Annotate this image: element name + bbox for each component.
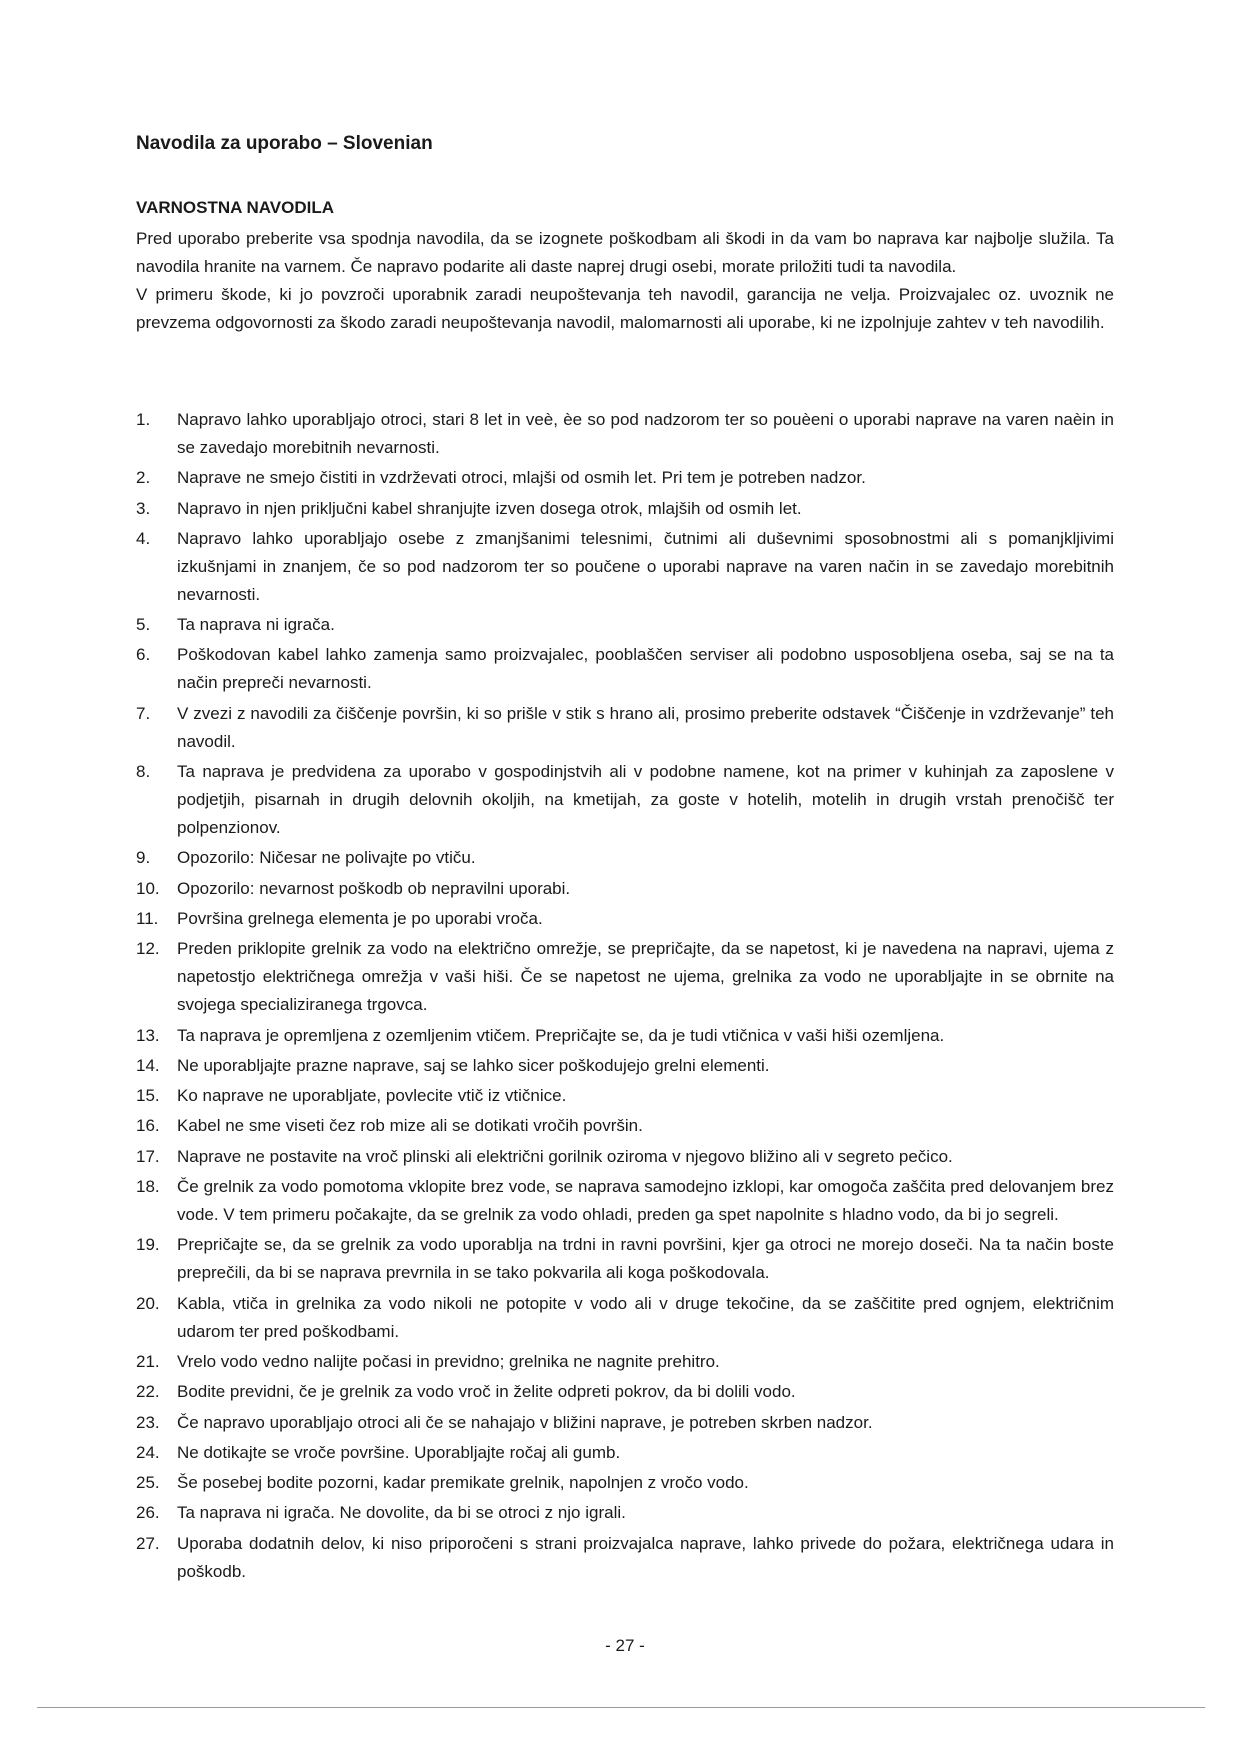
list-item-text: Ta naprava je opremljena z ozemljenim vtičem. Prepričajte se, da je tudi vtičnica v vaši hiši ozemljena. [177, 1025, 945, 1045]
list-item [136, 1052, 1114, 1080]
list-item-number: 3. [136, 498, 151, 518]
list-item-number: 11. [136, 908, 159, 928]
list-item-text: Kabla, vtiča in grelnika za vodo nikoli ne potopite v vodo ali v druge tekočine, da se zaščitite pred ognjem, električnim udarom ter pred poškodbami. [177, 1293, 1114, 1341]
list-item-text: Napravo lahko uporabljajo osebe z zmanjšanimi telesnimi, čutnimi ali duševnimi sposobnostmi ali s pomanjkljivimi izkušnjami in znanjem, če so pod nadzorom ter so poučene o uporabi naprave na varen način in se zavedajo morebitnih nevarnosti. [177, 528, 1114, 604]
list-item-number: 26. [136, 1503, 160, 1523]
list-item [136, 935, 1114, 1019]
list-item [136, 495, 1114, 523]
list-item [136, 611, 1114, 639]
list-item-number: 8. [136, 762, 151, 782]
list-item-number: 15. [136, 1086, 160, 1106]
list-item-number: 17. [136, 1146, 160, 1166]
list-item [136, 1290, 1114, 1346]
list-item-number: 27. [136, 1533, 160, 1553]
list-item-text: Ne dotikajte se vroče površine. Uporabljajte ročaj ali gumb. [177, 1442, 621, 1462]
list-item-text: Naprave ne postavite na vroč plinski ali električni gorilnik oziroma v njegovo bližino ali v segreto pečico. [177, 1146, 953, 1166]
list-item-number: 4. [136, 528, 151, 548]
list-item-text: Ta naprava ni igrača. [177, 615, 335, 635]
list-item-text: Ta naprava ni igrača. Ne dovolite, da bi se otroci z njo igrali. [177, 1503, 626, 1523]
list-item-text: Opozorilo: Ničesar ne polivajte po vtiču. [177, 848, 476, 868]
list-item [136, 844, 1114, 872]
list-item-text: Napravo in njen priključni kabel shranjujte izven dosega otrok, mlajših od osmih let. [177, 498, 802, 518]
list-item-text: Ko naprave ne uporabljate, povlecite vtič iz vtičnice. [177, 1086, 567, 1106]
intro-paragraph: Pred uporabo preberite vsa spodnja navodila, da se izognete poškodbam ali škodi in da vam bo naprava kar najbolje služila. Ta navodila hranite na varnem. Če napravo podarite ali daste naprej drugi osebi, morate priložiti tudi ta navodila. [136, 229, 1114, 276]
list-item-number: 25. [136, 1473, 160, 1493]
list-item [136, 641, 1114, 697]
list-item [136, 1378, 1114, 1406]
list-item-number: 12. [136, 939, 160, 959]
list-item-number: 24. [136, 1442, 160, 1462]
list-item-text: Ne uporabljajte prazne naprave, saj se lahko sicer poškodujejo grelni elementi. [177, 1055, 770, 1075]
list-item-text: Še posebej bodite pozorni, kadar premikate grelnik, napolnjen z vročo vodo. [177, 1473, 749, 1493]
list-item [136, 1409, 1114, 1437]
list-item [136, 1530, 1114, 1586]
list-item-number: 10. [136, 878, 160, 898]
list-item [136, 1022, 1114, 1050]
list-item-text: Vrelo vodo vedno nalijte počasi in previdno; grelnika ne nagnite prehitro. [177, 1351, 720, 1371]
list-item-number: 13. [136, 1025, 160, 1045]
list-item-text: Uporaba dodatnih delov, ki niso priporočeni s strani proizvajalca naprave, lahko privede do požara, električnega udara in poškodb. [177, 1533, 1114, 1581]
safety-instructions-list [136, 406, 1114, 1588]
list-item-number: 18. [136, 1177, 160, 1197]
list-item-text: Bodite previdni, če je grelnik za vodo vroč in želite odpreti pokrov, da bi dolili vodo. [177, 1382, 796, 1402]
list-item [136, 1348, 1114, 1376]
list-item-text: Če napravo uporabljajo otroci ali če se nahajajo v bližini naprave, je potreben skrben nadzor. [177, 1412, 873, 1432]
list-item-text: Če grelnik za vodo pomotoma vklopite brez vode, se naprava samodejno izklopi, kar omogoča zaščita pred delovanjem brez vode. V tem primeru počakajte, da se grelnik za vodo ohladi, preden ga spet napolnite s hladno vodo, da bi jo segreli. [177, 1177, 1114, 1225]
list-item-number: 7. [136, 703, 151, 723]
page-title: Navodila za uporabo – Slovenian [136, 133, 433, 154]
list-item-number: 14. [136, 1055, 160, 1075]
list-item [136, 700, 1114, 756]
list-item-number: 22. [136, 1382, 160, 1402]
list-item-number: 19. [136, 1235, 160, 1255]
list-item [136, 1143, 1114, 1171]
list-item-number: 1. [136, 410, 151, 429]
list-item-number: 6. [136, 645, 151, 665]
list-item-number: 23. [136, 1412, 160, 1432]
list-item [136, 406, 1114, 462]
list-item-text: Naprave ne smejo čistiti in vzdrževati otroci, mlajši od osmih let. Pri tem je potreben nadzor. [177, 468, 866, 488]
list-item-number: 21. [136, 1351, 160, 1371]
list-item-text: Kabel ne sme viseti čez rob mize ali se dotikati vročih površin. [177, 1116, 643, 1136]
list-item-text: V zvezi z navodili za čiščenje površin, ki so prišle v stik s hrano ali, prosimo preberite odstavek “Čiščenje in vzdrževanje” teh navodil. [177, 703, 1114, 751]
list-item [136, 758, 1114, 842]
list-item-text: Napravo lahko uporabljajo otroci, stari 8 let in veè, èe so pod nadzorom ter so pouèeni o uporabi naprave na varen naèin in se zavedajo morebitnih nevarnosti. [177, 410, 1114, 457]
footer-divider [37, 1707, 1205, 1708]
list-item-text: Opozorilo: nevarnost poškodb ob nepravilni uporabi. [177, 878, 571, 898]
section-heading: VARNOSTNA NAVODILA [136, 198, 335, 217]
list-item-number: 5. [136, 615, 151, 635]
list-item [136, 875, 1114, 903]
list-item [136, 1469, 1114, 1497]
list-item [136, 1112, 1114, 1140]
list-item-number: 16. [136, 1116, 160, 1136]
list-item-text: Površina grelnega elementa je po uporabi vroča. [177, 908, 543, 928]
list-item-text: Preden priklopite grelnik za vodo na električno omrežje, se prepričajte, da se napetost, ki je navedena na napravi, ujema z napetostjo električnega omrežja v vaši hiši. Če se napetost ne ujema, grelnika za vodo ne uporabljajte in se obrnite na svojega specializiranega trgovca. [177, 939, 1114, 1015]
intro-paragraph: V primeru škode, ki jo povzroči uporabnik zaradi neupoštevanja teh navodil, garancija ne velja. Proizvajalec oz. uvoznik ne prevzema odgovornosti za škodo zaradi neupoštevanja navodil, malomarnosti ali uporabe, ki ne izpolnjuje zahtev v teh navodilih. [136, 285, 1114, 332]
list-item-number: 9. [136, 848, 151, 868]
list-item [136, 1082, 1114, 1110]
list-item-text: Ta naprava je predvidena za uporabo v gospodinjstvih ali v podobne namene, kot na primer v kuhinjah za zaposlene v podjetjih, pisarnah in drugih delovnih okoljih, na kmetijah, za goste v hotelih, motelih in drugih vrstah prenočišč ter polpenzionov. [177, 762, 1114, 838]
list-item-text: Prepričajte se, da se grelnik za vodo uporablja na trdni in ravni površini, kjer ga otroci ne morejo doseči. Na ta način boste preprečili, da bi se naprava prevrnila in se tako pokvarila ali koga poškodovala. [177, 1235, 1114, 1283]
list-item-number: 2. [136, 468, 151, 488]
list-item [136, 1231, 1114, 1287]
list-item [136, 464, 1114, 492]
list-item [136, 1439, 1114, 1467]
page-number: - 27 - [605, 1636, 645, 1655]
list-item [136, 1499, 1114, 1527]
list-item [136, 1173, 1114, 1229]
list-item-number: 20. [136, 1293, 160, 1313]
list-item [136, 905, 1114, 933]
intro-text [136, 225, 1114, 337]
list-item [136, 525, 1114, 609]
list-item-text: Poškodovan kabel lahko zamenja samo proizvajalec, pooblaščen serviser ali podobno usposobljena oseba, saj se na ta način prepreči nevarnosti. [177, 645, 1114, 693]
